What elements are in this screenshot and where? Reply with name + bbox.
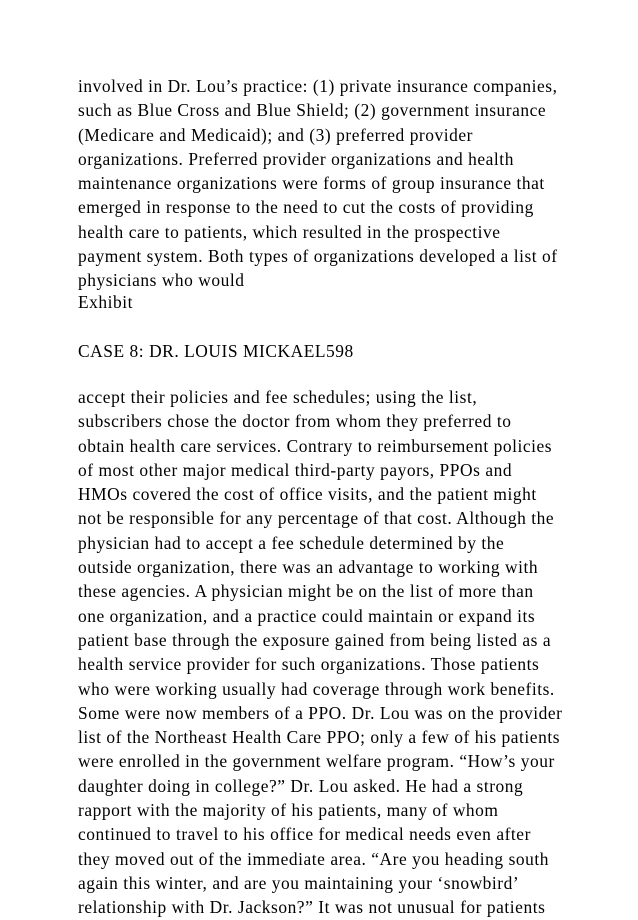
- text-line: health service provider for such organizations. Those patients: [78, 654, 540, 675]
- text-line: subscribers chose the doctor from whom they preferred to: [78, 411, 512, 432]
- text-line: again this winter, and are you maintaining your ‘snowbird’: [78, 872, 520, 893]
- text-line: of most other major medical third-party payors, PPOs and: [78, 459, 513, 480]
- paragraph-insurance-types: [78, 74, 618, 293]
- case-heading: CASE 8: DR. LOUIS MICKAEL598: [78, 341, 354, 361]
- text-line: such as Blue Cross and Blue Shield; (2) government insurance: [78, 100, 547, 121]
- text-line: obtain health care services. Contrary to reimbursement policies: [78, 435, 553, 456]
- text-line: were enrolled in the government welfare program. “How’s your: [78, 751, 555, 772]
- text-line: continued to travel to his office for medical needs even after: [78, 824, 531, 845]
- text-line: rapport with the majority of his patients, many of whom: [78, 800, 499, 821]
- case-heading-block: [78, 339, 618, 363]
- text-line: emerged in response to the need to cut the costs of providing: [78, 197, 534, 218]
- text-line: patient base through the exposure gained from being listed as a: [78, 629, 552, 650]
- text-line: organizations. Preferred provider organizations and health: [78, 148, 514, 169]
- text-line: HMOs covered the cost of office visits, and the patient might: [78, 484, 537, 505]
- text-line: list of the Northeast Health Care PPO; only a few of his patients: [78, 727, 561, 748]
- text-line: daughter doing in college?” Dr. Lou asked. He had a strong: [78, 775, 524, 796]
- text-line: involved in Dr. Lou’s practice: (1) private insurance companies,: [78, 76, 558, 96]
- exhibit-label: Exhibit: [78, 292, 134, 312]
- text-line: not be responsible for any percentage of that cost. Although the: [78, 508, 555, 529]
- text-line: one organization, and a practice could maintain or expand its: [78, 605, 536, 626]
- text-line: Some were now members of a PPO. Dr. Lou was on the provider: [78, 702, 563, 723]
- text-line: physicians who would: [78, 270, 245, 291]
- text-line: they moved out of the immediate area. “Are you heading south: [78, 848, 550, 869]
- text-line: accept their policies and fee schedules; using the list,: [78, 387, 478, 407]
- text-line: maintenance organizations were forms of group insurance that: [78, 173, 545, 194]
- text-line: health care to patients, which resulted in the prospective: [78, 221, 501, 242]
- exhibit-label-block: [78, 290, 618, 314]
- paragraph-ppo-hmo: [78, 385, 618, 920]
- text-line: (Medicare and Medicaid); and (3) preferred provider: [78, 124, 474, 145]
- text-line: relationship with Dr. Jackson?” It was not unusual for patients: [78, 897, 546, 918]
- text-line: outside organization, there was an advantage to working with: [78, 557, 539, 578]
- text-line: who were working usually had coverage through work benefits.: [78, 678, 555, 699]
- text-line: payment system. Both types of organizations developed a list of: [78, 246, 558, 267]
- text-line: these agencies. A physician might be on the list of more than: [78, 581, 534, 602]
- text-line: physician had to accept a fee schedule determined by the: [78, 532, 505, 553]
